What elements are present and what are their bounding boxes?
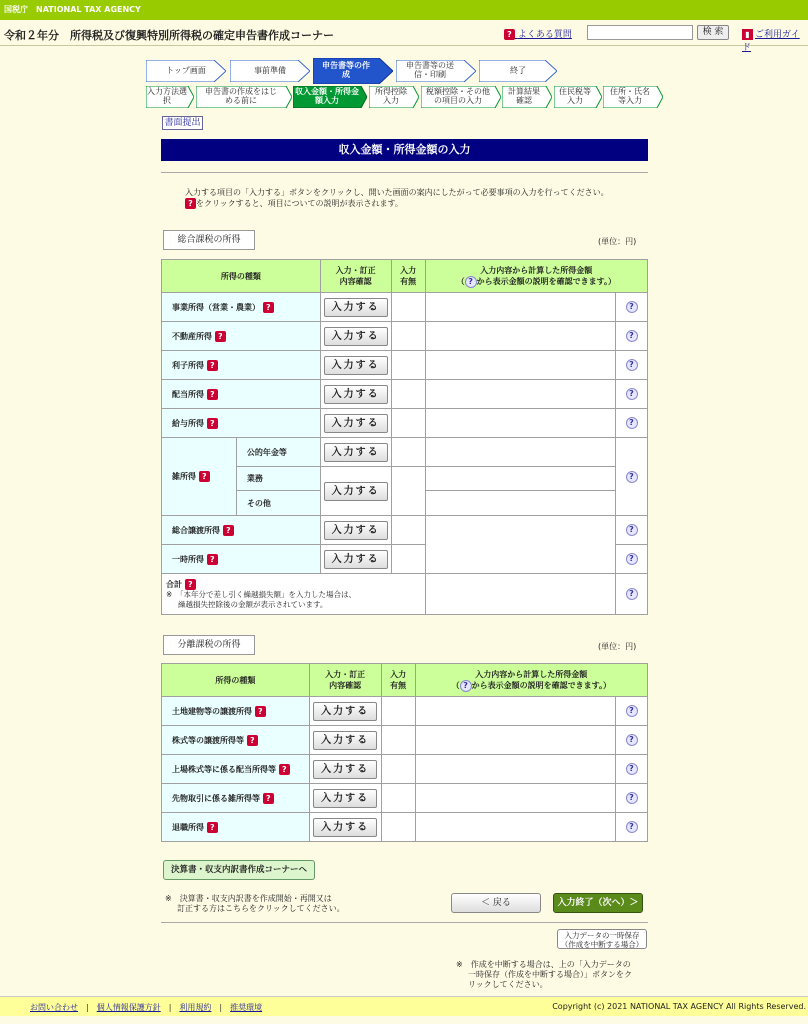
faq-link[interactable]: ? よくある質問 [504,27,572,40]
back-button[interactable]: ＜ 戻る [451,893,541,913]
amount-cell [415,697,615,726]
help-icon[interactable]: ? [626,705,638,717]
help-icon[interactable]: ? [626,588,638,600]
sogo-section-label: 総合課税の所得 [163,230,255,250]
question-icon[interactable]: ? [207,554,218,565]
row-label: 一時所得 ? [162,545,321,574]
row-label: 総合譲渡所得 ? [162,516,321,545]
question-icon[interactable]: ? [207,389,218,400]
sub-row-label: 業務 [236,467,320,491]
row-label: 土地建物等の譲渡所得 ? [162,697,310,726]
help-icon[interactable]: ? [626,417,638,429]
row-label: 上場株式等に係る配当所得等 ? [162,755,310,784]
input-button[interactable]: 入力する [324,521,388,540]
substep-deduction[interactable]: 所得控除入力 [369,86,419,108]
guide-icon: ▮ [742,29,753,40]
help-icon[interactable]: ? [626,388,638,400]
amount-cell [415,813,615,842]
bunri-unit: (単位：円) [598,642,637,651]
question-icon[interactable]: ? [207,418,218,429]
instructions: 入力する項目の「入力する」ボタンをクリックし、開いた画面の案内にしたがって必要事項の入力を行ってください。 ? をクリックすると、項目についての説明が表示されます。 [185,188,609,208]
contact-link[interactable]: お問い合わせ [30,1003,78,1012]
question-icon: ? [504,29,515,40]
help-icon[interactable]: ? [626,524,638,536]
input-button[interactable]: 入力する [324,482,388,501]
col-has: 入力 有無 [381,664,415,697]
has-cell [391,438,425,467]
input-button[interactable]: 入力する [324,356,388,375]
step-prep[interactable]: 事前準備 [230,60,310,82]
has-cell [391,516,425,545]
help-icon[interactable]: ? [626,553,638,565]
question-icon[interactable]: ? [247,735,258,746]
question-icon[interactable]: ? [223,525,234,536]
environment-link[interactable]: 推奨環境 [230,1003,263,1012]
has-cell [391,409,425,438]
has-cell [381,813,415,842]
total-row [162,574,648,615]
help-icon: ? [460,680,472,692]
question-icon[interactable]: ? [263,302,274,313]
col-kind: 所得の種類 [162,260,321,293]
col-input: 入力・訂正 内容確認 [320,260,391,293]
amount-cell [425,380,615,409]
has-cell [391,545,425,574]
help-icon[interactable]: ? [626,734,638,746]
table-row [162,516,648,545]
help-icon[interactable]: ? [626,330,638,342]
amount-cell [425,351,615,380]
amount-cell [415,784,615,813]
col-kind: 所得の種類 [162,664,310,697]
help-icon[interactable]: ? [626,763,638,775]
table-row [162,813,648,842]
sub-row-label: 公的年金等 [236,438,320,467]
question-icon[interactable]: ? [185,579,196,590]
row-label: 事業所得（営業・農業） ? [162,293,321,322]
row-label: 給与所得 ? [162,409,321,438]
sogo-unit: (単位：円) [598,237,637,246]
divider [161,922,648,923]
input-button[interactable]: 入力する [324,385,388,404]
amount-cell [415,726,615,755]
input-button[interactable]: 入力する [324,298,388,317]
page-title: 収入金額・所得金額の入力 [161,139,648,161]
question-icon: ? [185,198,196,209]
amount-cell [425,409,615,438]
has-cell [391,293,425,322]
row-label: 利子所得 ? [162,351,321,380]
has-cell [381,755,415,784]
table-row [162,293,648,322]
has-cell [391,351,425,380]
table-row [162,755,648,784]
row-label: 退職所得 ? [162,813,310,842]
copyright: Copyright (c) 2021 NATIONAL TAX AGENCY All Rights Reserved. [552,1002,806,1011]
bunri-income-table [161,663,648,842]
paper-submission-link[interactable]: 書面提出 [162,116,203,130]
table-row [162,409,648,438]
input-button[interactable]: 入力する [313,789,377,808]
row-label: 不動産所得 ? [162,322,321,351]
step-end[interactable]: 終了 [479,60,557,82]
question-icon[interactable]: ? [207,822,218,833]
input-button[interactable]: 入力する [313,731,377,750]
sub-row-label: その他 [236,491,320,516]
amount-cell [425,322,615,351]
site-title: 令和２年分 所得税及び復興特別所得税の確定申告書作成コーナー [4,29,334,42]
amount-cell [425,438,615,467]
agency-name-en: NATIONAL TAX AGENCY [36,5,141,14]
question-icon[interactable]: ? [207,360,218,371]
substep-taxcredit[interactable]: 税額控除・その他の項目の入力 [421,86,501,108]
row-label: 配当所得 ? [162,380,321,409]
agency-name-jp: 国税庁 [4,5,28,14]
substep-address[interactable]: 住所・氏名等入力 [603,86,663,108]
kessan-note: ※ 決算書・収支内訳書を作成開始・再開又は 訂正する方はこちらをクリックしてください。 [165,894,345,913]
site-footer [0,996,808,1016]
question-icon[interactable]: ? [263,793,274,804]
row-label: 雑所得 ? [162,438,237,516]
has-cell [381,726,415,755]
has-cell [391,322,425,351]
input-button[interactable]: 入力する [313,818,377,837]
amount-cell [425,293,615,322]
help-icon[interactable]: ? [626,821,638,833]
input-button[interactable]: 入力する [324,414,388,433]
bunri-section-label: 分離課税の所得 [163,635,255,655]
amount-cell [425,491,615,516]
search-button[interactable]: 検 索 [697,25,729,40]
help-icon[interactable]: ? [626,359,638,371]
input-button[interactable]: 入力する [313,760,377,779]
question-icon[interactable]: ? [279,764,290,775]
col-calc: 入力内容から計算した所得金額 （ ? から表示金額の説明を確認できます。） [415,664,647,697]
amount-cell [425,467,615,491]
divider [161,172,648,173]
next-button[interactable]: 入力終了（次へ）＞ [553,893,643,913]
table-row [162,726,648,755]
has-cell [391,467,425,516]
substep-method[interactable]: 入力方法選択 [146,86,194,108]
table-row [162,322,648,351]
input-button[interactable]: 入力する [313,702,377,721]
has-cell [381,784,415,813]
kessan-corner-button[interactable]: 決算書・収支内訳書作成コーナーへ [163,860,315,880]
table-row [162,351,648,380]
table-row [162,438,648,467]
col-has: 入力 有無 [391,260,425,293]
question-icon[interactable]: ? [199,471,210,482]
sogo-income-table [161,259,648,615]
substep-result[interactable]: 計算結果確認 [502,86,552,108]
total-label: 合計 ? ※ 「本年分で差し引く繰越損失額」を入力した場合は、 繰越損失控除後の金額が表示されています。 [162,574,426,615]
help-icon: ? [465,276,477,288]
question-icon[interactable]: ? [215,331,226,342]
substep-resident[interactable]: 住民税等入力 [554,86,602,108]
site-header [0,20,808,53]
help-icon[interactable]: ? [626,792,638,804]
guide-link[interactable]: ▮ ご利用ガイド [742,30,800,53]
help-icon[interactable]: ? [626,301,638,313]
table-row [162,380,648,409]
step-create: 申告書等の作成 [313,58,393,84]
has-cell [391,380,425,409]
step-top[interactable]: トップ画面 [146,60,226,82]
temp-save-button[interactable]: 入力データの一時保存 （作成を中断する場合） [557,929,647,949]
table-row [162,784,648,813]
row-label: 株式等の譲渡所得等 ? [162,726,310,755]
col-calc: 入力内容から計算した所得金額 （ ? から表示金額の説明を確認できます。） [425,260,647,293]
substep-income: 収入金額・所得金額入力 [293,86,367,108]
question-icon[interactable]: ? [255,706,266,717]
row-label: 先物取引に係る雑所得等 ? [162,784,310,813]
col-input: 入力・訂正 内容確認 [309,664,381,697]
agency-bar [0,0,808,20]
total-amount-cell [425,574,615,615]
amount-cell [415,755,615,784]
save-note: ※ 作成を中断する場合は、上の「入力データの 一時保存（作成を中断する場合）」ボタンをク リックしてください。 [456,960,632,989]
terms-link[interactable]: 利用規約 [179,1003,212,1012]
amount-cell [425,516,615,574]
privacy-link[interactable]: 個人情報保護方針 [96,1003,161,1012]
input-button[interactable]: 入力する [324,443,388,462]
help-icon[interactable]: ? [626,471,638,483]
substep-before[interactable]: 申告書の作成をはじめる前に [196,86,292,108]
step-send[interactable]: 申告書等の送信・印刷 [396,60,476,82]
input-button[interactable]: 入力する [324,327,388,346]
footer-links: お問い合わせ | 個人情報保護方針 | 利用規約 | 推奨環境 [30,1003,263,1012]
table-row [162,697,648,726]
input-button[interactable]: 入力する [324,550,388,569]
search-input[interactable] [587,25,693,40]
has-cell [381,697,415,726]
